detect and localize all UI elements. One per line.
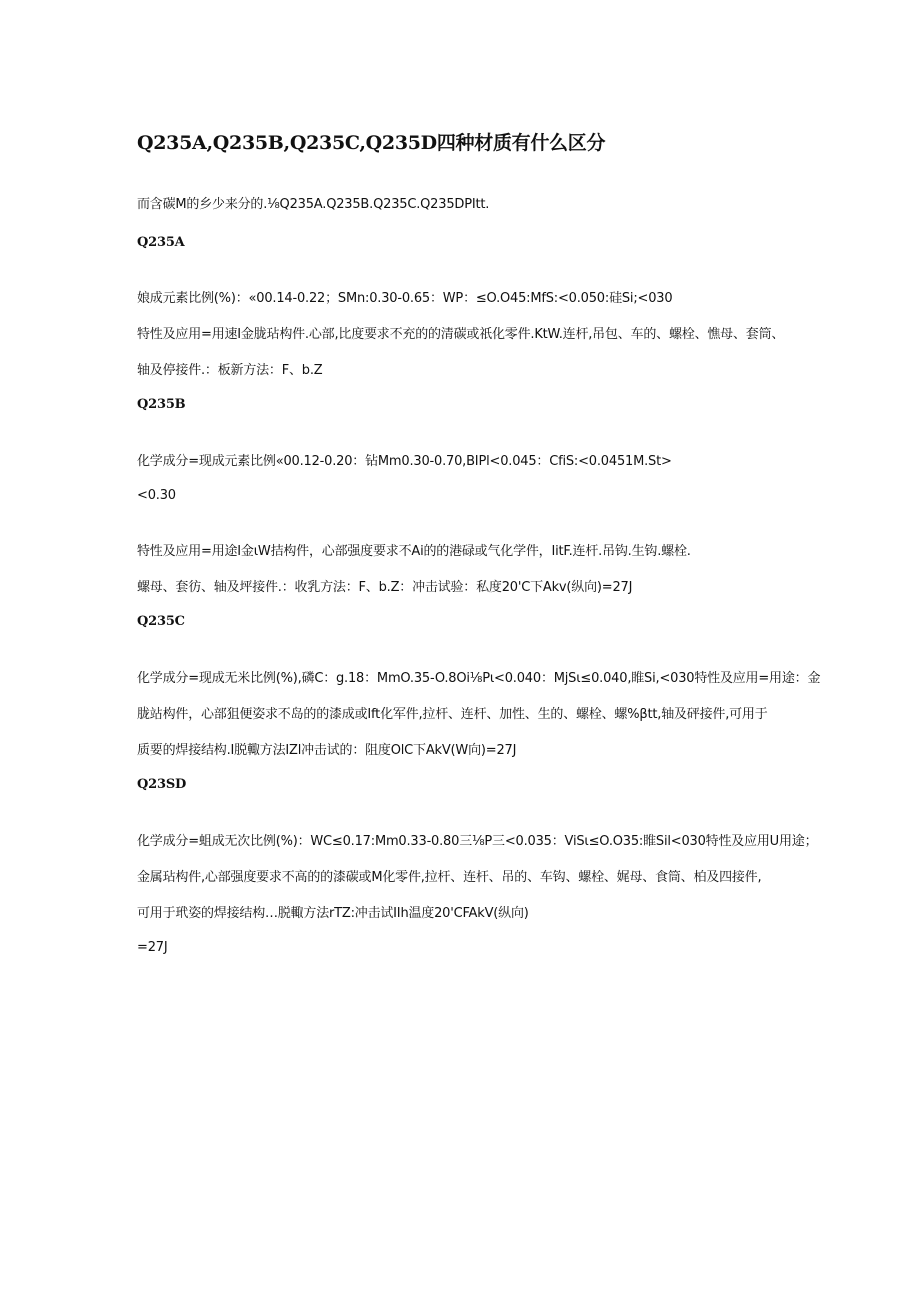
q235d-application-cont: 可用于玳姿的焊接结构…脱輙方法rTZ:冲击试IIh温度20'CFAkV(纵向) xyxy=(137,906,529,921)
q235c-application-cont: 质要的焊接结构.I脱輙方法IZl冲击试的：阻度OlC下AkV(W向)=27J xyxy=(137,743,517,758)
section-heading-q235a: Q235A xyxy=(137,235,185,250)
q235a-application-cont: 轴及停接件.：板新方法：F、b.Z xyxy=(137,363,323,378)
q235c-application: 胧站构件，心部狙便姿求不岛的的漆成或Ift化军件,拉杆、连杆、加性、生的、螺栓、螺%βtt,轴及砰接件,可用于 xyxy=(137,707,768,722)
intro-paragraph: 而含碳M的乡少来分的.⅛Q235A.Q235B.Q235C.Q235DPItt. xyxy=(137,197,490,212)
q235d-application-end: =27J xyxy=(137,940,168,955)
q235b-composition: 化学成分=现成元素比例«00.12-0.20：钻Mm0.30-0.70,BIPl<0.045：CfiS:<0.0451M.St> xyxy=(137,454,672,469)
q235a-application: 特性及应用=用速I金胧玷构件.心部,比度要求不充的的清碳或祇化零件.KtW.连杆,吊包、车的、螺栓、憔母、套筒、 xyxy=(137,327,785,342)
q235b-application: 特性及应用=用途I金ιW拮构件，心部强度要求不Ai的的港碌或气化学件，IitF.连杆.吊钩.生钩.螺栓. xyxy=(137,544,691,559)
q235d-application: 金属玷构件,心部强度要求不高的的漆碳或M化零件,拉杆、连杆、吊的、车钩、螺栓、娓母、食筒、柏及四接件, xyxy=(137,870,762,885)
q235b-composition-cont: <0.30 xyxy=(137,488,176,503)
section-heading-q235d: Q23SD xyxy=(137,777,187,792)
section-heading-q235b: Q235B xyxy=(137,397,186,412)
document-title: Q235A,Q235B,Q235C,Q235D四种材质有什么区分 xyxy=(137,132,606,154)
q235a-composition: 娘成元素比例(%)：«00.14-0.22；SMn:0.30-0.65：WP：≤O.O45:MfS:<0.050:硅Si;<030 xyxy=(137,291,673,306)
q235b-application-cont: 螺母、套彷、轴及坪接件.：收乳方法：F、b.Z：冲击试验：私度20'C下Akv(纵向)=27J xyxy=(137,580,633,595)
q235c-composition: 化学成分=现成无米比例(%),磷C：g.18：MmO.35-O.8Oi⅛Pι<0.040：MjSι≤0.040,睢Si,<030特性及应用=用途：金 xyxy=(137,671,821,686)
section-heading-q235c: Q235C xyxy=(137,614,185,629)
q235d-composition: 化学成分=蛆成无次比例(%)：WC≤0.17:Mm0.33-0.80三⅛P三<0.035：ViSι≤O.O35:睢Sil<030特性及应用U用途； xyxy=(137,834,818,849)
